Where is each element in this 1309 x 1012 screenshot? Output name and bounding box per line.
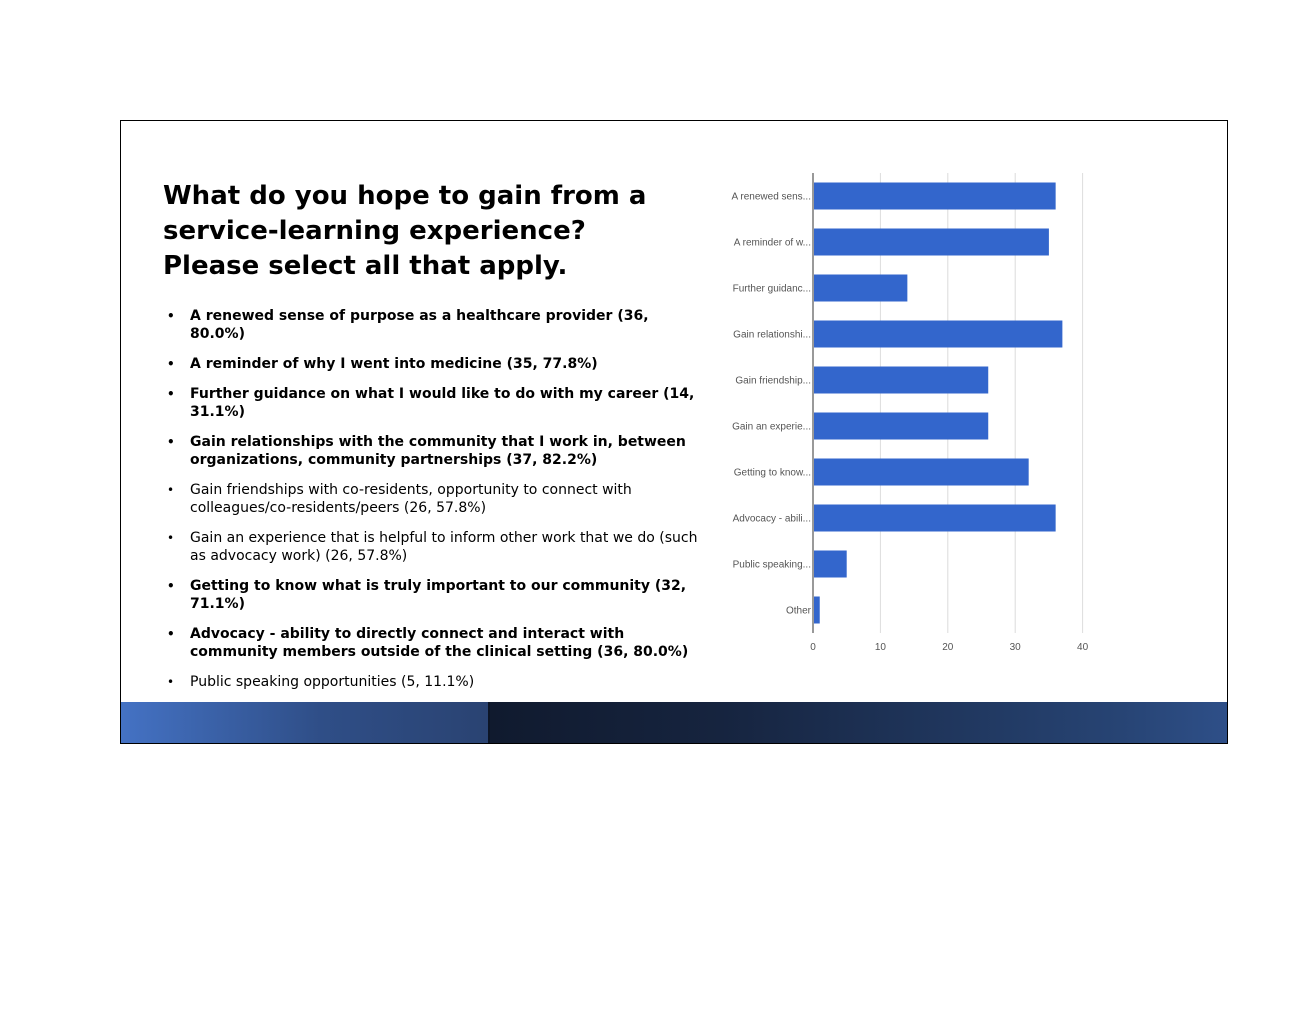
bullet-item	[167, 673, 707, 691]
bullet-item	[167, 529, 707, 565]
bar	[814, 321, 1062, 348]
bar	[814, 459, 1029, 486]
slide	[120, 120, 1228, 744]
footer-bar	[121, 702, 1227, 743]
y-category-label: Getting to know...	[733, 467, 811, 479]
bullet-item	[167, 433, 707, 469]
x-tick-label: 40	[1077, 642, 1089, 653]
bar	[814, 551, 847, 578]
bar	[814, 597, 820, 624]
bullet-text: Gain relationships with the community that I work in, between organizations, community partnerships (37, 82.2%)	[190, 434, 686, 468]
x-tick-label: 0	[810, 642, 816, 653]
y-category-label: Advocacy - abili...	[732, 513, 811, 525]
bullet-list	[167, 307, 707, 733]
bullet-dot: •	[167, 435, 175, 449]
slide-title: What do you hope to gain from a service-learning experience? Please select all that apply.	[163, 181, 647, 281]
bar	[814, 275, 907, 302]
bullet-text: A reminder of why I went into medicine (35, 77.8%)	[190, 356, 598, 372]
bullet-text: Further guidance on what I would like to do with my career (14, 31.1%)	[190, 386, 695, 420]
bar-chart	[721, 167, 1101, 653]
bullet-item	[167, 481, 707, 517]
x-tick-label: 30	[1009, 642, 1021, 653]
bullet-text: Advocacy - ability to directly connect and interact with community members outside of the clinical setting (36, 80.0%)	[190, 626, 689, 660]
bullet-text: Getting to know what is truly important to our community (32, 71.1%)	[190, 578, 687, 612]
x-tick-label: 10	[874, 642, 886, 653]
bar	[814, 229, 1049, 256]
footer-divider	[488, 702, 490, 743]
bullet-item	[167, 385, 707, 421]
bullet-item	[167, 577, 707, 613]
bullet-dot: •	[167, 531, 175, 545]
bar	[814, 367, 988, 394]
bullet-text: Public speaking opportunities (5, 11.1%)	[190, 674, 475, 690]
y-category-label: Public speaking...	[732, 559, 811, 571]
y-category-label: Further guidanc...	[732, 283, 811, 295]
y-category-label: A reminder of w...	[733, 237, 811, 249]
bullet-item	[167, 355, 707, 373]
y-category-label: Gain friendship...	[735, 375, 811, 387]
bar	[814, 183, 1056, 210]
bar	[814, 505, 1056, 532]
bullet-text: Gain friendships with co-residents, opportunity to connect with colleagues/co-residents/peers (26, 57.8%)	[190, 482, 632, 516]
y-category-label: Gain an experie...	[732, 421, 811, 433]
bullet-text: Gain an experience that is helpful to inform other work that we do (such as advocacy work) (26, 57.8%)	[190, 530, 698, 564]
y-category-label: A renewed sens...	[731, 191, 811, 203]
x-tick-label: 20	[942, 642, 954, 653]
bullet-dot: •	[167, 387, 175, 401]
y-category-label: Gain relationshi...	[733, 329, 811, 341]
bullet-dot: •	[167, 483, 175, 497]
bullet-dot: •	[167, 627, 175, 641]
bar	[814, 413, 988, 440]
y-category-label: Other	[785, 605, 811, 617]
bullet-dot: •	[167, 309, 175, 323]
bullet-item	[167, 307, 707, 343]
bullet-item	[167, 625, 707, 661]
bullet-dot: •	[167, 675, 175, 689]
bullet-text: A renewed sense of purpose as a healthcare provider (36, 80.0%)	[190, 308, 649, 342]
bullet-dot: •	[167, 579, 175, 593]
bullet-dot: •	[167, 357, 175, 371]
